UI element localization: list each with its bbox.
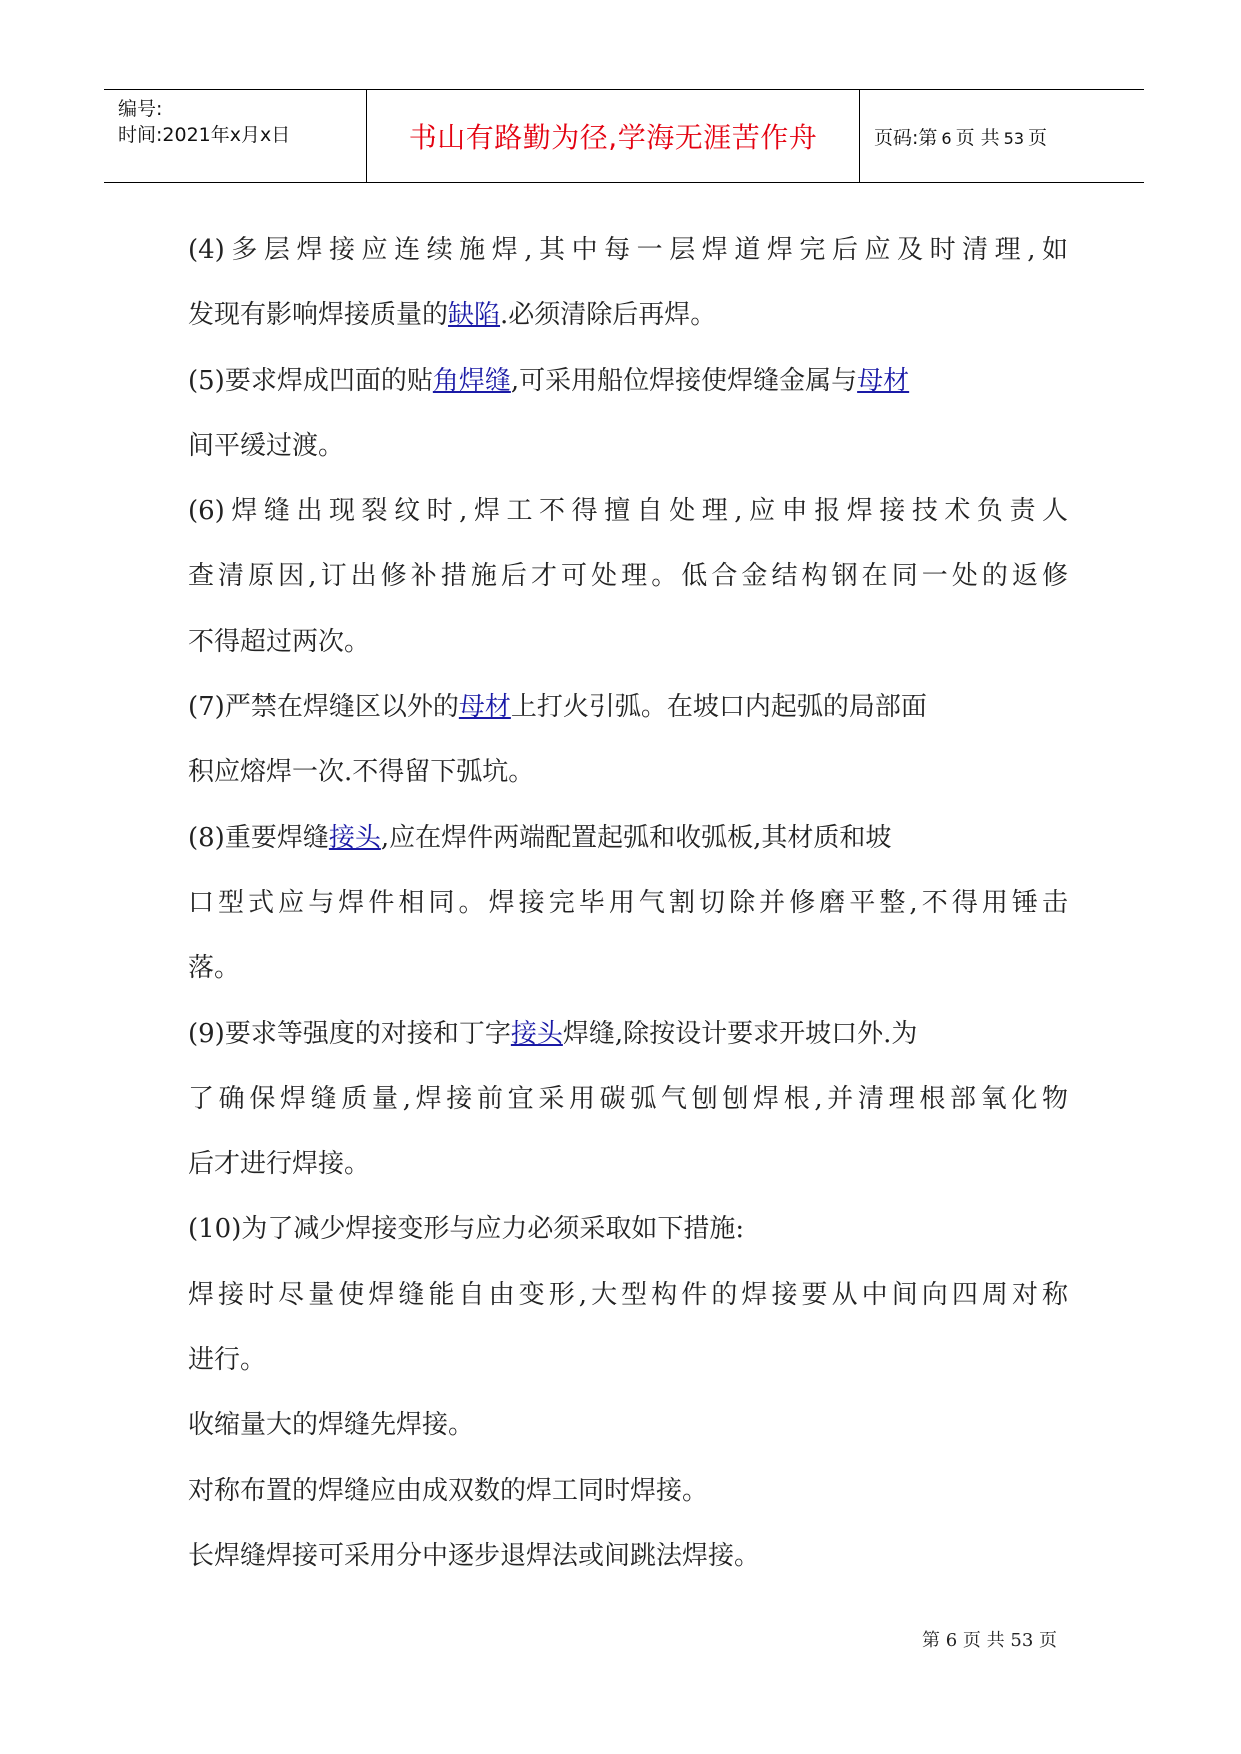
header-page-info bbox=[874, 123, 1047, 150]
header-motto-cell bbox=[366, 90, 860, 182]
header-meta-cell bbox=[104, 90, 366, 182]
page-total: 53 bbox=[1003, 128, 1024, 148]
text-segment: (5)要求焊成凹面的贴 bbox=[188, 365, 433, 396]
text-segment: .必须清除后再焊。 bbox=[500, 300, 717, 331]
page-prefix: 页码:第 bbox=[874, 126, 938, 149]
page-footer: 第 6 页 共 53 页 bbox=[922, 1630, 1057, 1651]
paragraph-6-line-2: 查清原因,订出修补措施后才可处理。低合金结构钢在同一处的返修 bbox=[188, 561, 1068, 592]
measure-1-line-1: 焊接时尽量使焊缝能自由变形,大型构件的焊接要从中间向四周对称 bbox=[188, 1279, 1068, 1310]
paragraph-9-line-3: 后才进行焊接。 bbox=[188, 1149, 371, 1180]
text-segment: (9)要求等强度的对接和丁字 bbox=[188, 1018, 511, 1049]
text-segment: 上打火引弧。在坡口内起弧的局部面 bbox=[510, 692, 927, 723]
motto-text: 书山有路勤为径,学海无涯苦作舟 bbox=[408, 121, 818, 154]
link-defect[interactable]: 缺陷 bbox=[448, 300, 501, 331]
paragraph-8-line-3: 落。 bbox=[188, 953, 241, 984]
paragraph-8-line-2: 口型式应与焊件相同。焊接完毕用气割切除并修磨平整,不得用锤击 bbox=[188, 887, 1068, 918]
link-base-metal[interactable]: 母材 bbox=[458, 692, 511, 723]
page-suffix: 页 bbox=[1028, 126, 1048, 149]
link-joint[interactable]: 接头 bbox=[328, 822, 381, 853]
page-number: 6 bbox=[941, 128, 952, 148]
paragraph-6-line-1: (6)焊缝出现裂纹时,焊工不得擅自处理,应申报焊接技术负责人 bbox=[188, 496, 1068, 527]
serial-number-label: 编号: bbox=[118, 98, 163, 120]
header-page-cell bbox=[860, 90, 1144, 182]
measure-3: 对称布置的焊缝应由成双数的焊工同时焊接。 bbox=[188, 1475, 709, 1506]
measure-2: 收缩量大的焊缝先焊接。 bbox=[188, 1410, 475, 1441]
paragraph-5-line-1 bbox=[188, 349, 1068, 414]
document-body bbox=[188, 218, 1068, 1589]
paragraph-9-line-2: 了确保焊缝质量,焊接前宜采用碳弧气刨刨焊根,并清理根部氧化物 bbox=[188, 1083, 1068, 1114]
text-segment: ,应在焊件两端配置起弧和收弧板,其材质和坡 bbox=[380, 822, 892, 853]
text-segment: (8)重要焊缝 bbox=[188, 822, 329, 853]
text-segment: 焊缝,除按设计要求开坡口外.为 bbox=[562, 1018, 918, 1049]
link-joint[interactable]: 接头 bbox=[510, 1018, 563, 1049]
text-segment: ,可采用船位焊接使焊缝金属与 bbox=[510, 365, 858, 396]
text-segment: 发现有影响焊接质量的 bbox=[188, 300, 449, 331]
link-base-metal[interactable]: 母材 bbox=[857, 365, 910, 396]
page-header bbox=[104, 89, 1144, 183]
measure-4: 长焊缝焊接可采用分中逐步退焊法或间跳法焊接。 bbox=[188, 1540, 761, 1571]
paragraph-6-line-3: 不得超过两次。 bbox=[188, 626, 371, 657]
link-fillet-weld[interactable]: 角焊缝 bbox=[432, 365, 511, 396]
paragraph-9-line-1 bbox=[188, 1002, 1068, 1067]
time-label: 时间:2021年x月x日 bbox=[118, 124, 291, 146]
text-segment: (7)严禁在焊缝区以外的 bbox=[188, 692, 459, 723]
paragraph-8-line-1 bbox=[188, 806, 1068, 871]
paragraph-5-line-2: 间平缓过渡。 bbox=[188, 430, 345, 461]
page-mid: 页 共 bbox=[955, 126, 1000, 149]
measure-1-line-2: 进行。 bbox=[188, 1345, 267, 1376]
paragraph-7-line-1 bbox=[188, 675, 1068, 740]
paragraph-4-line-2 bbox=[188, 283, 1068, 348]
paragraph-7-line-2: 积应熔焊一次.不得留下弧坑。 bbox=[188, 757, 535, 788]
paragraph-4-line-1: (4)多层焊接应连续施焊,其中每一层焊道焊完后应及时清理,如 bbox=[188, 235, 1068, 265]
paragraph-10-line-1: (10)为了减少焊接变形与应力必须采取如下措施: bbox=[188, 1214, 745, 1245]
